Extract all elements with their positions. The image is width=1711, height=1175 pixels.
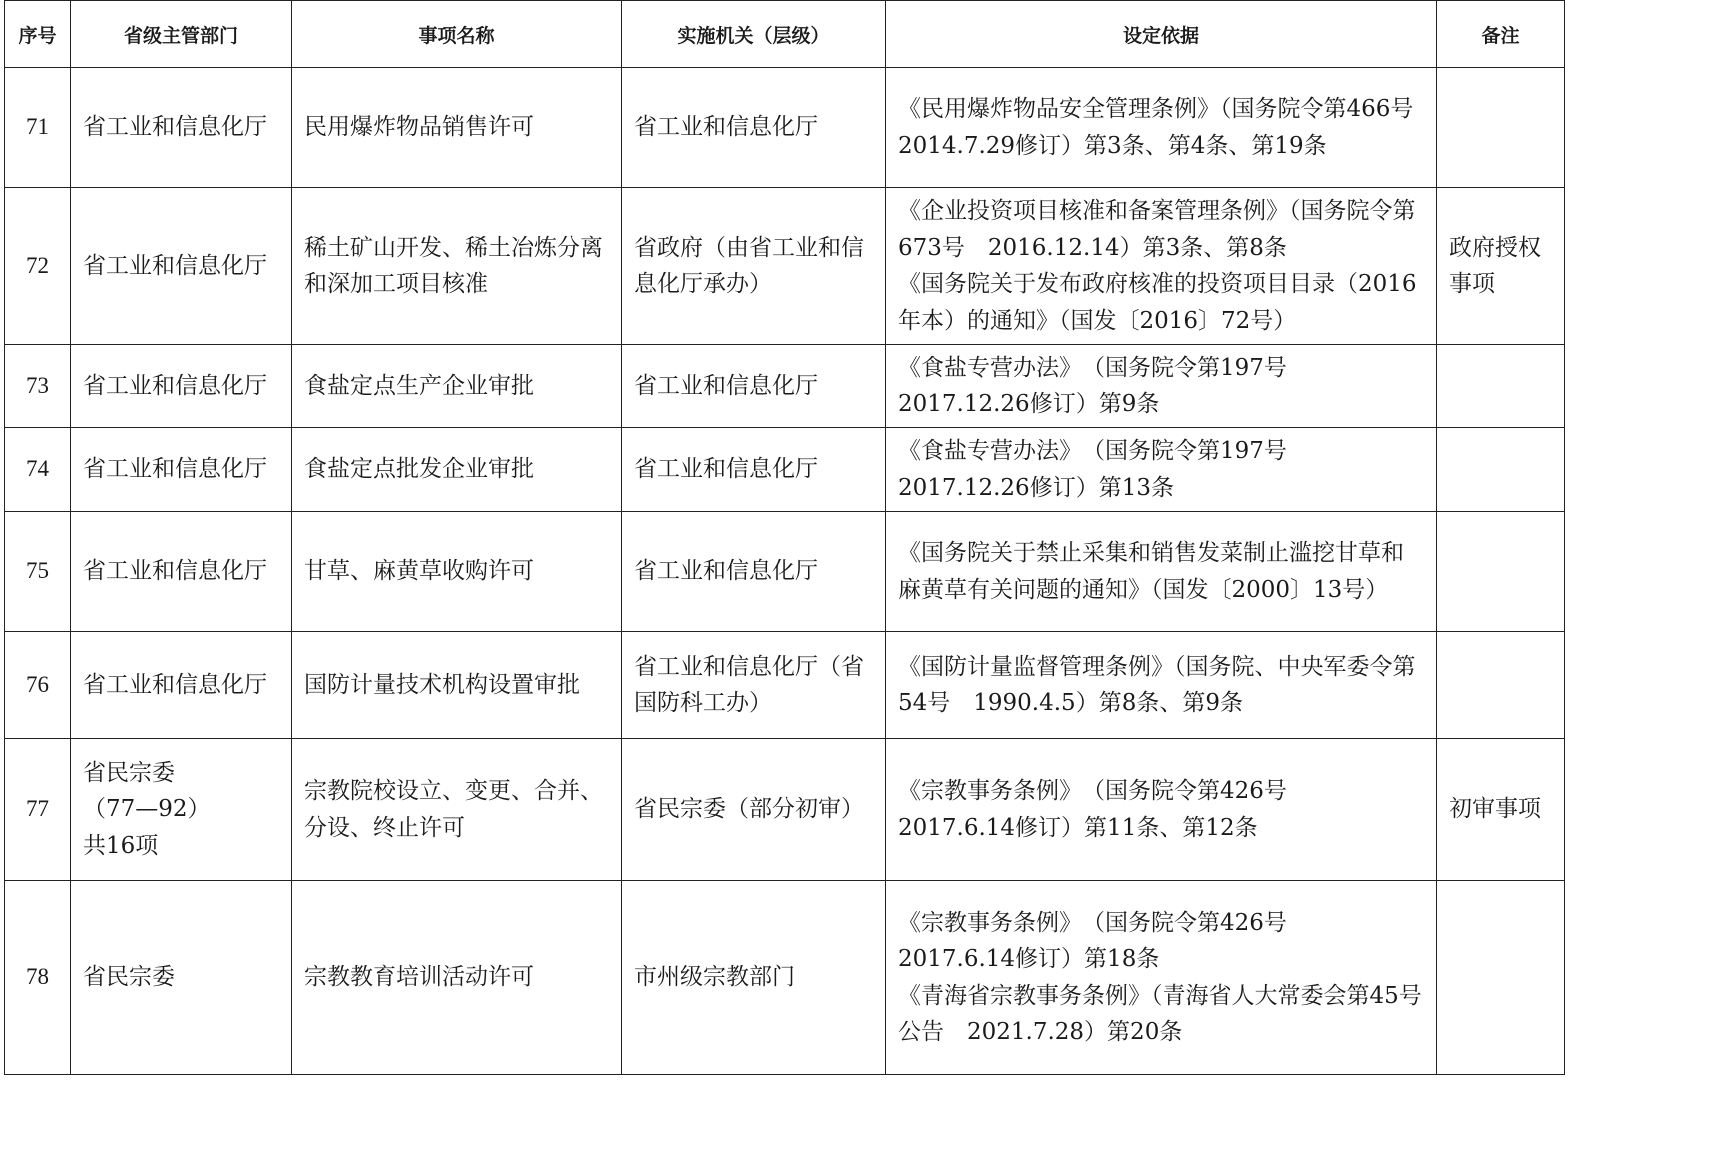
department-name: 省民宗委 <box>83 759 175 786</box>
basis-text: 《国务院关于发布政府核准的投资项目目录（2016年本）的通知》（国发〔2016〕72号） <box>898 271 1417 334</box>
row-serial-no: 72 <box>5 188 71 345</box>
row-serial-no: 73 <box>5 345 71 428</box>
basis-text: 《民用爆炸物品安全管理条例》（国务院令第466号 2014.7.29修订）第3条、第4条、第19条 <box>898 96 1437 159</box>
row-department: 省民宗委 <box>71 881 292 1075</box>
row-agency: 省政府（由省工业和信息化厅承办） <box>622 188 886 345</box>
row-serial-no: 71 <box>5 68 71 188</box>
basis-text: 《青海省宗教事务条例》（青海省人大常委会第45号公告 2021.7.28）第20条 <box>898 982 1422 1045</box>
table-row <box>5 188 1565 345</box>
row-serial-no: 77 <box>5 739 71 881</box>
row-item-name: 食盐定点批发企业审批 <box>292 428 622 512</box>
basis-text: 《宗教事务条例》 （国务院令第426号 2017.6.14修订）第11条、第12条 <box>898 778 1310 841</box>
row-item-name: 国防计量技术机构设置审批 <box>292 632 622 739</box>
row-note <box>1437 632 1565 739</box>
table-row <box>5 68 1565 188</box>
row-department: 省工业和信息化厅 <box>71 428 292 512</box>
row-department: 省工业和信息化厅 <box>71 188 292 345</box>
header-legal-basis: 设定依据 <box>886 1 1437 68</box>
department-range: （77—92） <box>83 796 211 823</box>
row-agency: 省工业和信息化厅 <box>622 68 886 188</box>
row-note <box>1437 345 1565 428</box>
table-row <box>5 881 1565 1075</box>
row-serial-no: 74 <box>5 428 71 512</box>
row-note: 初审事项 <box>1437 739 1565 881</box>
table-row <box>5 428 1565 512</box>
row-item-name: 食盐定点生产企业审批 <box>292 345 622 428</box>
header-notes: 备注 <box>1437 1 1565 68</box>
row-serial-no: 78 <box>5 881 71 1075</box>
row-legal-basis <box>886 881 1437 1075</box>
basis-text: 《食盐专营办法》 （国务院令第197号 2017.12.26修订）第13条 <box>898 438 1310 501</box>
header-item-name: 事项名称 <box>292 1 622 68</box>
row-legal-basis <box>886 68 1437 188</box>
row-item-name: 宗教院校设立、变更、合并、分设、终止许可 <box>292 739 622 881</box>
row-agency: 市州级宗教部门 <box>622 881 886 1075</box>
row-serial-no: 75 <box>5 512 71 632</box>
row-note <box>1437 881 1565 1075</box>
row-agency: 省民宗委（部分初审） <box>622 739 886 881</box>
row-item-name: 民用爆炸物品销售许可 <box>292 68 622 188</box>
row-agency: 省工业和信息化厅 <box>622 428 886 512</box>
row-department: 省工业和信息化厅 <box>71 512 292 632</box>
department-count: 共16项 <box>83 832 159 859</box>
header-department: 省级主管部门 <box>71 1 292 68</box>
row-department: 省工业和信息化厅 <box>71 345 292 428</box>
row-legal-basis <box>886 188 1437 345</box>
basis-text: 《食盐专营办法》 （国务院令第197号 2017.12.26修订）第9条 <box>898 354 1310 417</box>
table-row <box>5 512 1565 632</box>
row-item-name: 稀土矿山开发、稀土冶炼分离和深加工项目核准 <box>292 188 622 345</box>
row-item-name: 甘草、麻黄草收购许可 <box>292 512 622 632</box>
basis-text: 《国防计量监督管理条例》（国务院、中央军委令第54号 1990.4.5）第8条、第9条 <box>898 653 1416 716</box>
row-department <box>71 739 292 881</box>
header-serial-no: 序号 <box>5 1 71 68</box>
row-legal-basis <box>886 345 1437 428</box>
header-implementing-agency: 实施机关（层级） <box>622 1 886 68</box>
row-note <box>1437 428 1565 512</box>
row-agency: 省工业和信息化厅（省国防科工办） <box>622 632 886 739</box>
administrative-licensing-table <box>4 0 1565 1075</box>
row-department: 省工业和信息化厅 <box>71 68 292 188</box>
row-legal-basis <box>886 739 1437 881</box>
row-serial-no: 76 <box>5 632 71 739</box>
table-row <box>5 632 1565 739</box>
header-row <box>5 1 1565 68</box>
row-note: 政府授权事项 <box>1437 188 1565 345</box>
row-note <box>1437 68 1565 188</box>
row-legal-basis <box>886 428 1437 512</box>
row-legal-basis <box>886 512 1437 632</box>
row-agency: 省工业和信息化厅 <box>622 512 886 632</box>
row-note <box>1437 512 1565 632</box>
table-row <box>5 739 1565 881</box>
row-agency: 省工业和信息化厅 <box>622 345 886 428</box>
basis-text: 《企业投资项目核准和备案管理条例》（国务院令第673号 2016.12.14）第3条、第8条 <box>898 198 1416 261</box>
row-legal-basis <box>886 632 1437 739</box>
row-item-name: 宗教教育培训活动许可 <box>292 881 622 1075</box>
basis-text: 《宗教事务条例》 （国务院令第426号 2017.6.14修订）第18条 <box>898 909 1310 972</box>
row-department: 省工业和信息化厅 <box>71 632 292 739</box>
table-row <box>5 345 1565 428</box>
basis-text: 《国务院关于禁止采集和销售发菜制止滥挖甘草和麻黄草有关问题的通知》（国发〔2000〕13号） <box>898 540 1404 603</box>
